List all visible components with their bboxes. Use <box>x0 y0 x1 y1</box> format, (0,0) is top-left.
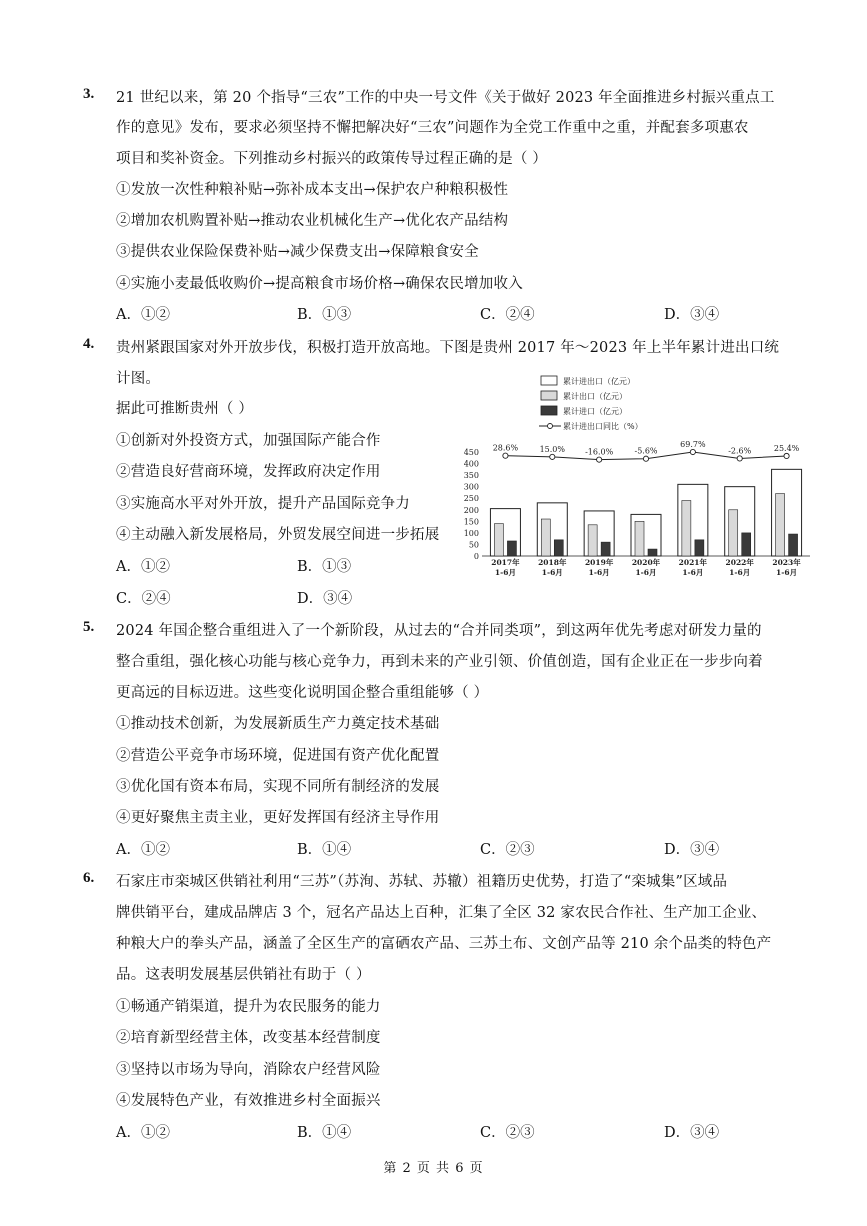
x-tick-label: 2021年 <box>678 558 708 567</box>
question-3-item-2: ②增加农机购置补贴→推动农业机械化生产→优化农产品结构 <box>116 213 509 229</box>
x-tick-label: 1-6月 <box>635 568 657 577</box>
growth-data-label: 15.0% <box>539 444 565 454</box>
x-tick-label: 1-6月 <box>682 568 704 577</box>
question-4-stem-line-1: 贵州紧跟国家对外开放步伐，积极打造开放高地。下图是贵州 2017 年～2023 年上半年累计进出口统 <box>116 340 780 356</box>
question-6-number: 6. <box>83 870 95 886</box>
growth-point <box>690 449 695 454</box>
growth-data-label: -2.6% <box>728 446 752 456</box>
legend-marker <box>548 424 553 429</box>
question-5-item-1: ①推动技术创新，为发展新质生产力奠定技术基础 <box>116 716 440 732</box>
growth-data-label: 25.4% <box>773 443 800 453</box>
legend-label: 累计进口（亿元） <box>563 407 627 416</box>
question-5-number: 5. <box>83 619 95 635</box>
question-3-item-3: ③提供农业保险保费补贴→减少保费支出→保障粮食安全 <box>116 244 479 260</box>
question-3-option-b[interactable]: B．①③ <box>297 307 352 323</box>
bar-export <box>588 525 597 556</box>
growth-point <box>550 454 555 459</box>
question-6-option-a[interactable]: A．①② <box>116 1125 170 1141</box>
question-4-stem-line-3: 据此可推断贵州（ ） <box>116 401 254 417</box>
y-tick-label: 350 <box>463 471 479 481</box>
bar-export <box>635 521 644 556</box>
growth-data-label: -16.0% <box>585 447 614 457</box>
growth-point <box>597 457 602 462</box>
legend-label: 累计出口（亿元） <box>563 392 627 401</box>
question-3-option-a[interactable]: A．①② <box>116 307 170 323</box>
question-6-option-d[interactable]: D．③④ <box>664 1125 720 1141</box>
question-3-option-d[interactable]: D．③④ <box>664 307 720 323</box>
y-tick-label: 200 <box>463 505 479 515</box>
question-3-number: 3. <box>83 86 95 102</box>
y-tick-label: 100 <box>463 528 479 538</box>
x-tick-label: 1-6月 <box>729 568 751 577</box>
question-6-item-4: ④发展特色产业，有效推进乡村全面振兴 <box>116 1093 381 1109</box>
question-5-option-b[interactable]: B．①④ <box>297 842 352 858</box>
question-6-item-1: ①畅通产销渠道，提升为农民服务的能力 <box>116 999 381 1015</box>
bar-import <box>648 549 657 556</box>
question-6-stem-line-4: 品。这表明发展基层供销社有助于（ ） <box>116 967 371 983</box>
question-5-option-c[interactable]: C．②③ <box>480 842 535 858</box>
page-footer: 第 2 页 共 6 页 <box>383 1161 484 1176</box>
question-5-option-a[interactable]: A．①② <box>116 842 170 858</box>
legend-swatch <box>541 406 557 415</box>
question-3-stem-line-2: 作的意见》发布，要求必须坚持不懈把解决好“三农”问题作为全党工作重中之重，并配套多项惠农 <box>116 120 749 136</box>
question-6-stem-line-2: 牌供销平台，建成品牌店 3 个，冠名产品达上百种，汇集了全区 32 家农民合作社、生产加工企业、 <box>116 905 767 921</box>
growth-point <box>737 456 742 461</box>
growth-point <box>784 453 789 458</box>
question-6-item-3: ③坚持以市场为导向，消除农户经营风险 <box>116 1062 381 1078</box>
question-3-option-c[interactable]: C．②④ <box>480 307 535 323</box>
question-4-option-d[interactable]: D．③④ <box>297 591 353 607</box>
question-3-stem-line-3: 项目和奖补资金。下列推动乡村振兴的政策传导过程正确的是（ ） <box>116 151 548 167</box>
x-tick-label: 1-6月 <box>776 568 798 577</box>
bar-export <box>541 519 550 556</box>
growth-data-label: -5.6% <box>634 446 658 456</box>
question-5-item-4: ④更好聚焦主责主业，更好发挥国有经济主导作用 <box>116 810 440 826</box>
question-5-stem-line-3: 更高远的目标迈进。这些变化说明国企整合重组能够（ ） <box>116 685 489 701</box>
bar-import <box>507 541 516 556</box>
question-6-item-2: ②培育新型经营主体，改变基本经营制度 <box>116 1030 381 1046</box>
legend-swatch <box>541 376 557 385</box>
question-4-item-3: ③实施高水平对外开放，提升产品国际竞争力 <box>116 496 410 512</box>
x-tick-label: 2020年 <box>631 558 661 567</box>
question-4-item-4: ④主动融入新发展格局，外贸发展空间进一步拓展 <box>116 527 440 543</box>
x-tick-label: 1-6月 <box>588 568 610 577</box>
x-tick-label: 2023年 <box>772 558 801 567</box>
trade-chart <box>455 372 815 584</box>
bar-export <box>494 524 503 556</box>
x-tick-label: 1-6月 <box>494 568 516 577</box>
x-tick-label: 2019年 <box>584 558 614 567</box>
question-3-item-4: ④实施小麦最低收购价→提高粮食市场价格→确保农民增加收入 <box>116 276 523 292</box>
y-tick-label: 0 <box>473 552 479 561</box>
question-4-item-2: ②营造良好营商环境，发挥政府决定作用 <box>116 464 381 480</box>
bar-export <box>729 510 738 556</box>
x-tick-label: 1-6月 <box>541 568 563 577</box>
legend-label: 累计进出口（亿元） <box>563 377 635 386</box>
question-3-stem-line-1: 21 世纪以来，第 20 个指导“三农”工作的中央一号文件《关于做好 2023 年全面推进乡村振兴重点工 <box>116 90 775 106</box>
question-5-item-3: ③优化国有资本布局，实现不同所有制经济的发展 <box>116 779 440 795</box>
question-5-option-d[interactable]: D．③④ <box>664 842 720 858</box>
x-tick-label: 2018年 <box>538 558 567 567</box>
y-tick-label: 450 <box>463 448 479 457</box>
growth-data-label: 69.7% <box>680 440 706 450</box>
question-5-item-2: ②营造公平竞争市场环境，促进国有资产优化配置 <box>116 748 440 764</box>
question-4-stem-line-2: 计图。 <box>116 371 161 387</box>
question-6-option-c[interactable]: C．②③ <box>480 1125 535 1141</box>
question-4-number: 4. <box>83 336 95 352</box>
bar-import <box>695 540 704 556</box>
bar-export <box>776 494 785 556</box>
y-tick-label: 300 <box>463 482 479 492</box>
x-tick-label: 2022年 <box>725 558 754 567</box>
bar-import <box>789 534 798 556</box>
y-tick-label: 250 <box>463 494 479 504</box>
legend-label: 累计进出口同比（%） <box>563 422 643 431</box>
question-5-stem-line-1: 2024 年国企整合重组进入了一个新阶段，从过去的“合并同类项”，到这两年优先考虑对研发力量的 <box>116 623 762 639</box>
growth-point <box>643 456 648 461</box>
growth-point <box>503 453 508 458</box>
question-5-stem-line-2: 整合重组，强化核心功能与核心竞争力，再到未来的产业引领、价值创造，国有企业正在一步步向着 <box>116 654 763 670</box>
growth-data-label: 28.6% <box>492 443 519 453</box>
question-6-stem-line-1: 石家庄市栾城区供销社利用“三苏”（苏洵、苏轼、苏辙）祖籍历史优势，打造了“栾城集”区域品 <box>116 874 728 890</box>
x-tick-label: 2017年 <box>491 558 520 567</box>
bar-export <box>682 501 691 556</box>
question-6-option-b[interactable]: B．①④ <box>297 1125 352 1141</box>
bar-import <box>742 533 751 556</box>
question-6-stem-line-3: 种粮大户的拳头产品，涵盖了全区生产的富硒农产品、三苏土布、文创产品等 210 余个品类的特色产 <box>116 936 772 952</box>
bar-import <box>554 540 563 556</box>
question-4-option-a[interactable]: A．①② <box>116 559 170 575</box>
question-4-item-1: ①创新对外投资方式，加强国际产能合作 <box>116 433 381 449</box>
y-tick-label: 50 <box>468 540 479 550</box>
bar-import <box>601 542 610 556</box>
legend-swatch <box>541 391 557 400</box>
y-tick-label: 150 <box>463 517 479 527</box>
question-4-option-b[interactable]: B．①③ <box>297 559 352 575</box>
question-3-item-1: ①发放一次性种粮补贴→弥补成本支出→保护农户种粮积极性 <box>116 182 509 198</box>
question-4-option-c[interactable]: C．②④ <box>116 591 171 607</box>
y-tick-label: 400 <box>463 459 479 469</box>
